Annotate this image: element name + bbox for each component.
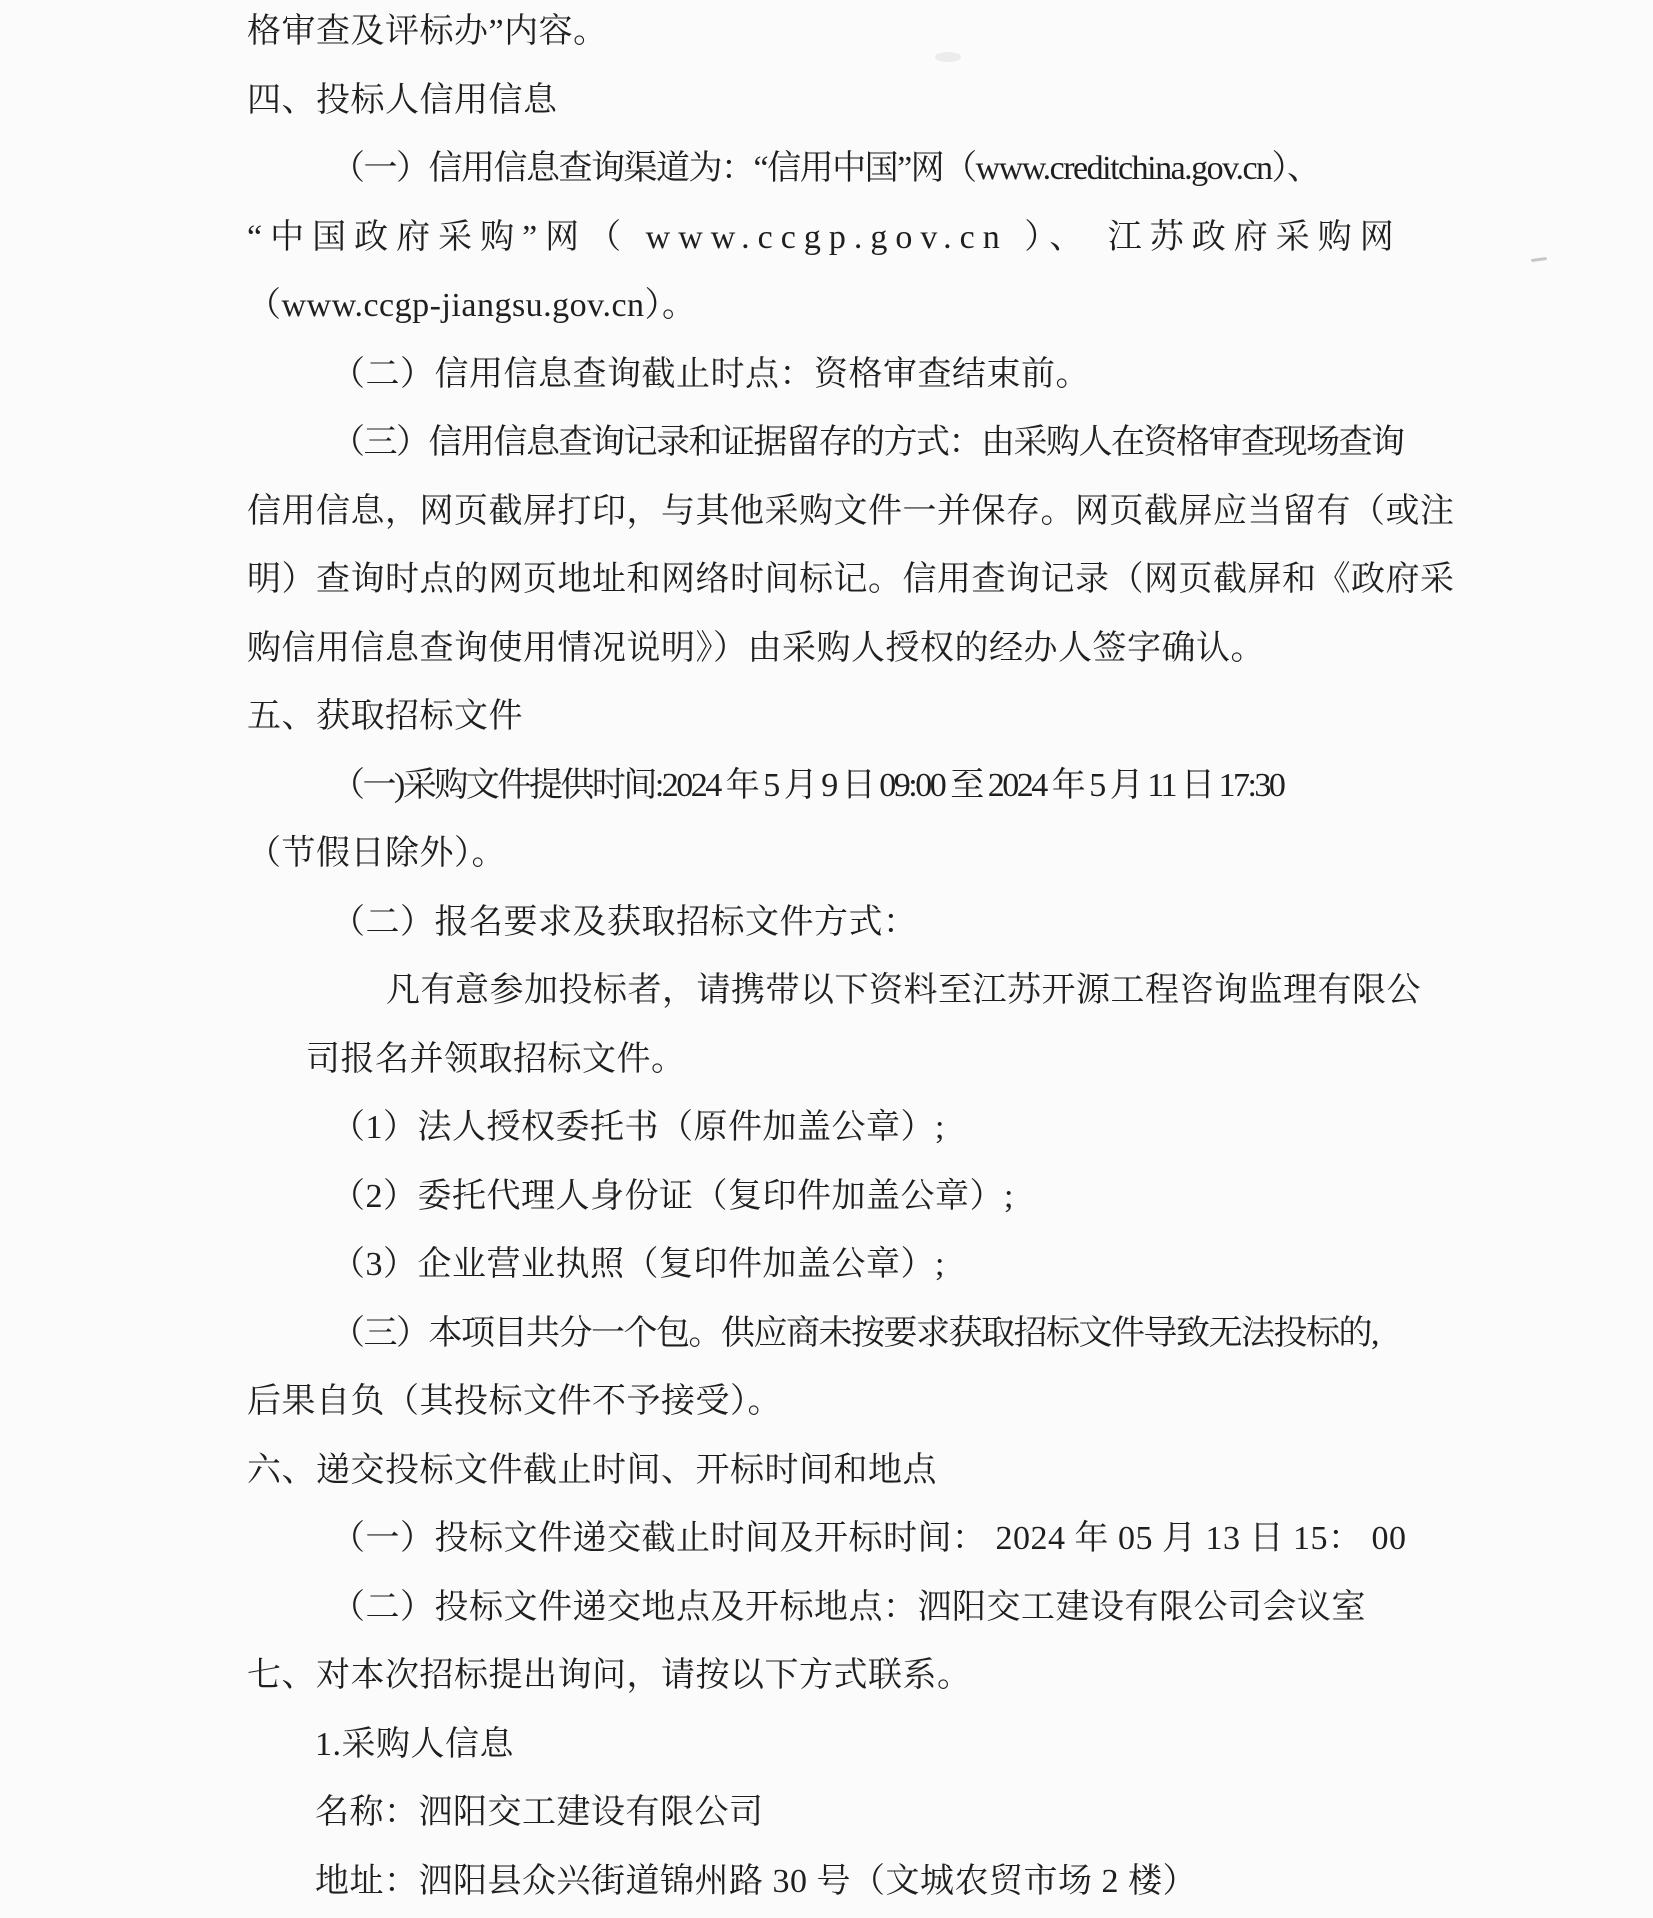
doc-line: 司报名并领取招标文件。 bbox=[306, 1040, 686, 1078]
doc-line: （1）法人授权委托书（原件加盖公章）; bbox=[331, 1109, 945, 1146]
doc-line: （二）投标文件递交地点及开标地点：泗阳交工建设有限公司会议室 bbox=[331, 1588, 1366, 1626]
doc-line: （三）本项目共分一个包。供应商未按要求获取招标文件导致无法投标的, bbox=[331, 1314, 1378, 1352]
doc-line: 后果自负（其投标文件不予接受）。 bbox=[247, 1383, 782, 1420]
doc-line: “中国政府采购”网（ www.ccgp.gov.cn ）、 江苏政府采购网 bbox=[247, 218, 1402, 256]
document-text-block bbox=[247, 0, 1455, 1916]
doc-line: （二）信用信息查询截止时点：资格审查结束前。 bbox=[331, 355, 1090, 393]
doc-line: 名称：泗阳交工建设有限公司 bbox=[315, 1794, 764, 1831]
doc-line: 地址：泗阳县众兴街道锦州路 30 号（文城农贸市场 2 楼） bbox=[315, 1862, 1197, 1900]
doc-line: （2）委托代理人身份证（复印件加盖公章）; bbox=[331, 1177, 1014, 1215]
section-heading-5: 五、获取招标文件 bbox=[247, 698, 523, 735]
doc-line: 格审查及评标办”内容。 bbox=[247, 13, 608, 50]
doc-line: （三）信用信息查询记录和证据留存的方式：由采购人在资格审查现场查询 bbox=[331, 424, 1404, 461]
doc-line: 购信用信息查询使用情况说明》）由采购人授权的经办人签字确认。 bbox=[247, 629, 1265, 667]
doc-line: 凡有意参加投标者，请携带以下资料至江苏开源工程咨询监理有限公 bbox=[386, 972, 1421, 1009]
doc-line: （3）企业营业执照（复印件加盖公章）; bbox=[331, 1246, 945, 1283]
doc-line: 明）查询时点的网页地址和网络时间标记。信用查询记录（网页截屏和《政府采 bbox=[247, 561, 1455, 598]
section-heading-4: 四、投标人信用信息 bbox=[247, 81, 558, 119]
doc-line: （一）投标文件递交截止时间及开标时间： 2024 年 05 月 13 日 15： 00 bbox=[331, 1520, 1407, 1557]
doc-line: 信用信息，网页截屏打印，与其他采购文件一并保存。网页截屏应当留有（或注 bbox=[247, 492, 1455, 530]
doc-line: 1.采购人信息 bbox=[315, 1725, 514, 1763]
doc-line: （节假日除外）。 bbox=[247, 835, 506, 872]
doc-line: （一)采购文件提供时间:2024 年 5 月 9 日 09:00 至 2024 年 5 月 11 日 17:30 bbox=[331, 766, 1284, 804]
scan-dash-artifact bbox=[1531, 257, 1547, 262]
section-heading-6: 六、递交投标文件截止时间、开标时间和地点 bbox=[247, 1451, 937, 1489]
doc-line: （一）信用信息查询渠道为：“信用中国”网（www.creditchina.gov.cn）、 bbox=[331, 150, 1320, 187]
doc-line: （www.ccgp-jiangsu.gov.cn）。 bbox=[247, 287, 697, 324]
section-heading-7: 七、对本次招标提出询问，请按以下方式联系。 bbox=[247, 1657, 972, 1694]
doc-line: （二）报名要求及获取招标文件方式： bbox=[331, 903, 918, 941]
